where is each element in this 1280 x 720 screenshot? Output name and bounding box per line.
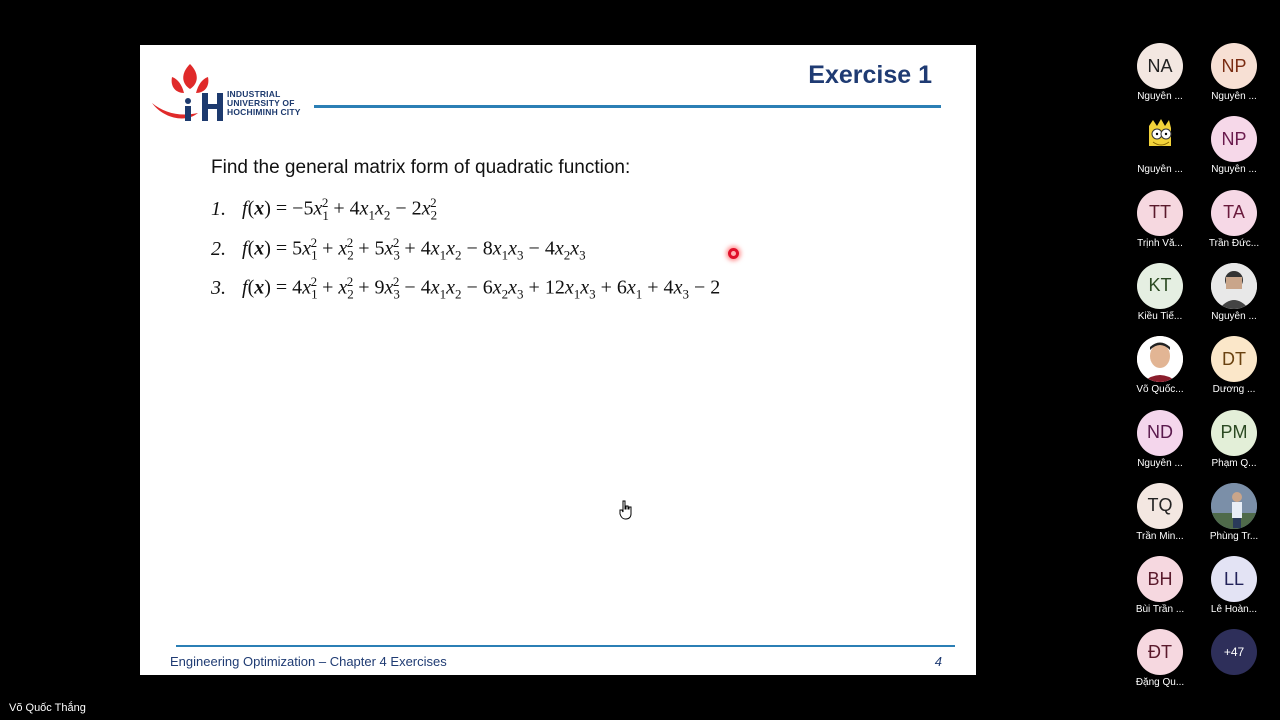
participant-tile[interactable]: [1197, 483, 1271, 542]
participant-avatar: [1211, 116, 1257, 162]
participant-initials: NA: [1147, 55, 1173, 76]
slide-footer: Engineering Optimization – Chapter 4 Exercises: [170, 654, 447, 669]
participant-initials: DT: [1222, 348, 1246, 369]
participant-avatar: [1137, 629, 1183, 675]
participant-initials: PM: [1220, 422, 1248, 442]
participant-tile[interactable]: [1123, 43, 1197, 102]
participant-tile[interactable]: [1197, 336, 1271, 395]
participant-name: Nguyễn ...: [1137, 457, 1183, 469]
participant-name: Nguyễn ...: [1211, 91, 1257, 102]
participant-initials: ND: [1147, 422, 1173, 442]
participant-tile[interactable]: [1123, 483, 1197, 542]
participant-avatar: [1137, 483, 1183, 529]
participant-name: Nguyễn ...: [1137, 91, 1183, 102]
participant-name: Kiều Tiế...: [1137, 310, 1183, 322]
participant-initials: NP: [1221, 128, 1247, 149]
participant-avatar: [1137, 263, 1183, 309]
participant-tile[interactable]: [1197, 116, 1271, 175]
equation-3: 3. $f(x) = 4x_1^2 + x_2^2 + 9x_3^2 - 4x_1x_2 - 6x_2x_3 + 12x_1x_3 + 6x_1 + 4x_3 - 2$: [211, 274, 721, 302]
avatar-photo-icon: [1137, 116, 1183, 162]
more-count: +47: [1211, 629, 1257, 675]
participant-name: Nguyễn ...: [1211, 164, 1257, 176]
participant-name: Trần Đức...: [1208, 237, 1260, 249]
presentation-slide: [140, 45, 976, 675]
participant-avatar: [1211, 410, 1257, 456]
participant-name: Phạm Q...: [1211, 457, 1257, 469]
participant-avatar: [1137, 556, 1183, 602]
equation-1: 1. $f(x) = -5x_1^2 + 4x_1x_2 - 2x_2^2$: [211, 195, 438, 223]
participant-name: Phùng Tr...: [1209, 530, 1259, 542]
participant-avatar: [1211, 556, 1257, 602]
laser-pointer-icon: [728, 248, 739, 259]
participant-name: Đặng Qu...: [1135, 677, 1185, 689]
more-participants-button[interactable]: [1197, 629, 1271, 675]
title-divider: [314, 105, 941, 108]
equation-number: 1.: [211, 197, 226, 220]
slide-title: Exercise 1: [808, 61, 932, 89]
participant-avatar: [1211, 43, 1257, 89]
participant-avatar: [1137, 43, 1183, 89]
participant-avatar: [1137, 410, 1183, 456]
footer-divider: [176, 645, 955, 647]
participant-avatar: [1211, 263, 1257, 309]
avatar-photo-icon: [1211, 263, 1257, 309]
participant-tile[interactable]: [1197, 556, 1271, 615]
participant-initials: TT: [1149, 202, 1171, 223]
participant-name: Võ Quốc...: [1136, 384, 1184, 396]
avatar-photo-icon: [1137, 336, 1183, 382]
participant-tile[interactable]: [1197, 43, 1271, 102]
participant-tile[interactable]: [1123, 116, 1197, 175]
participant-tile[interactable]: [1197, 410, 1271, 469]
participant-name: Trần Min...: [1136, 530, 1184, 542]
participant-avatar: [1137, 190, 1183, 236]
participant-initials: ĐT: [1148, 641, 1172, 662]
participant-avatar: [1211, 190, 1257, 236]
university-name: INDUSTRIAL UNIVERSITY OF HOCHIMINH CITY: [227, 89, 301, 117]
exercise-prompt: Find the general matrix form of quadratic function:: [211, 157, 631, 178]
participant-tile[interactable]: [1123, 190, 1197, 249]
participant-initials: KT: [1148, 275, 1172, 296]
participant-tile[interactable]: [1197, 263, 1271, 322]
participant-tile[interactable]: [1123, 556, 1197, 615]
equation-number: 3.: [211, 276, 226, 299]
presenter-name: Võ Quốc Thắng: [9, 702, 86, 714]
participant-initials: BH: [1147, 568, 1173, 589]
participant-initials: TQ: [1147, 495, 1173, 516]
participant-tile[interactable]: [1123, 336, 1197, 395]
participant-tile[interactable]: [1197, 190, 1271, 249]
participant-name: Nguyễn ...: [1137, 164, 1183, 176]
participant-initials: NP: [1221, 55, 1247, 76]
participant-avatar: [1137, 336, 1183, 382]
participant-name: Lê Hoàn...: [1210, 604, 1258, 616]
equation-2: 2. $f(x) = 5x_1^2 + x_2^2 + 5x_3^2 + 4x_1x_2 - 8x_1x_3 - 4x_2x_3$: [211, 235, 586, 263]
participant-tile[interactable]: [1123, 410, 1197, 469]
participant-initials: LL: [1223, 568, 1245, 589]
participant-name: Trịnh Vă...: [1137, 237, 1183, 249]
slide-page-number: 4: [934, 654, 942, 669]
equation-number: 2.: [211, 237, 226, 260]
participant-name: Bùi Trần ...: [1135, 604, 1185, 616]
participant-avatar: [1137, 116, 1183, 162]
participant-name: Nguyễn ...: [1211, 310, 1257, 322]
participant-tile[interactable]: [1123, 629, 1197, 688]
participant-avatar: [1211, 336, 1257, 382]
hand-cursor-icon: [619, 500, 633, 520]
participant-name: Dương ...: [1212, 384, 1256, 396]
avatar-photo-icon: [1211, 483, 1257, 529]
participant-avatar: [1211, 483, 1257, 529]
participant-initials: TA: [1223, 202, 1245, 223]
participant-tile[interactable]: [1123, 263, 1197, 322]
